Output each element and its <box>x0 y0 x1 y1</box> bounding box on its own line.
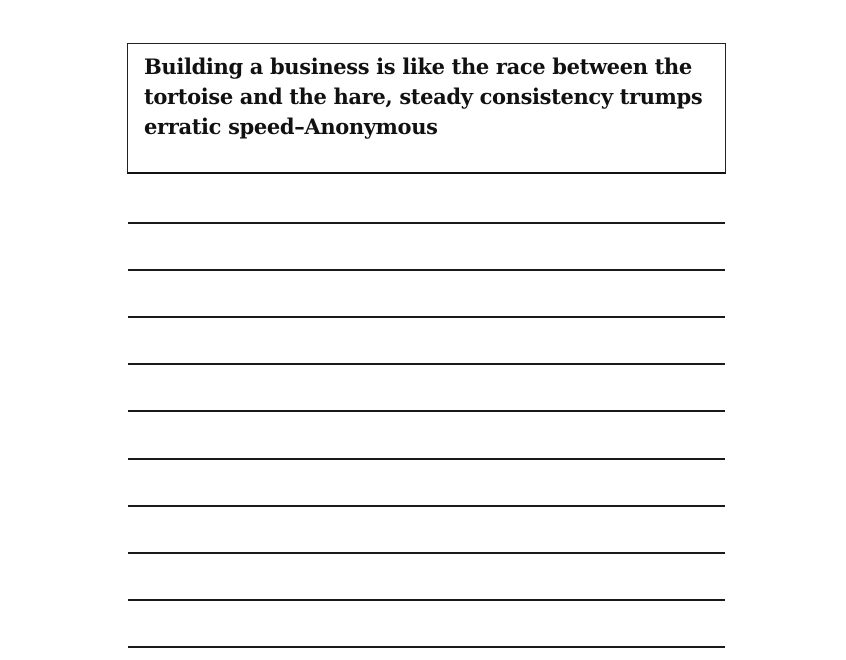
writing-line <box>128 458 725 460</box>
writing-line <box>128 410 725 412</box>
writing-line <box>128 552 725 554</box>
writing-line <box>128 316 725 318</box>
quote-text: Building a business is like the race between the tortoise and the hare, steady consistency trumps erratic speed–Anonymous <box>144 54 703 139</box>
writing-line <box>128 599 725 601</box>
writing-line <box>128 646 725 648</box>
writing-line <box>128 505 725 507</box>
quote-box <box>127 43 726 174</box>
writing-line <box>128 269 725 271</box>
writing-line <box>128 363 725 365</box>
writing-line <box>128 222 725 224</box>
